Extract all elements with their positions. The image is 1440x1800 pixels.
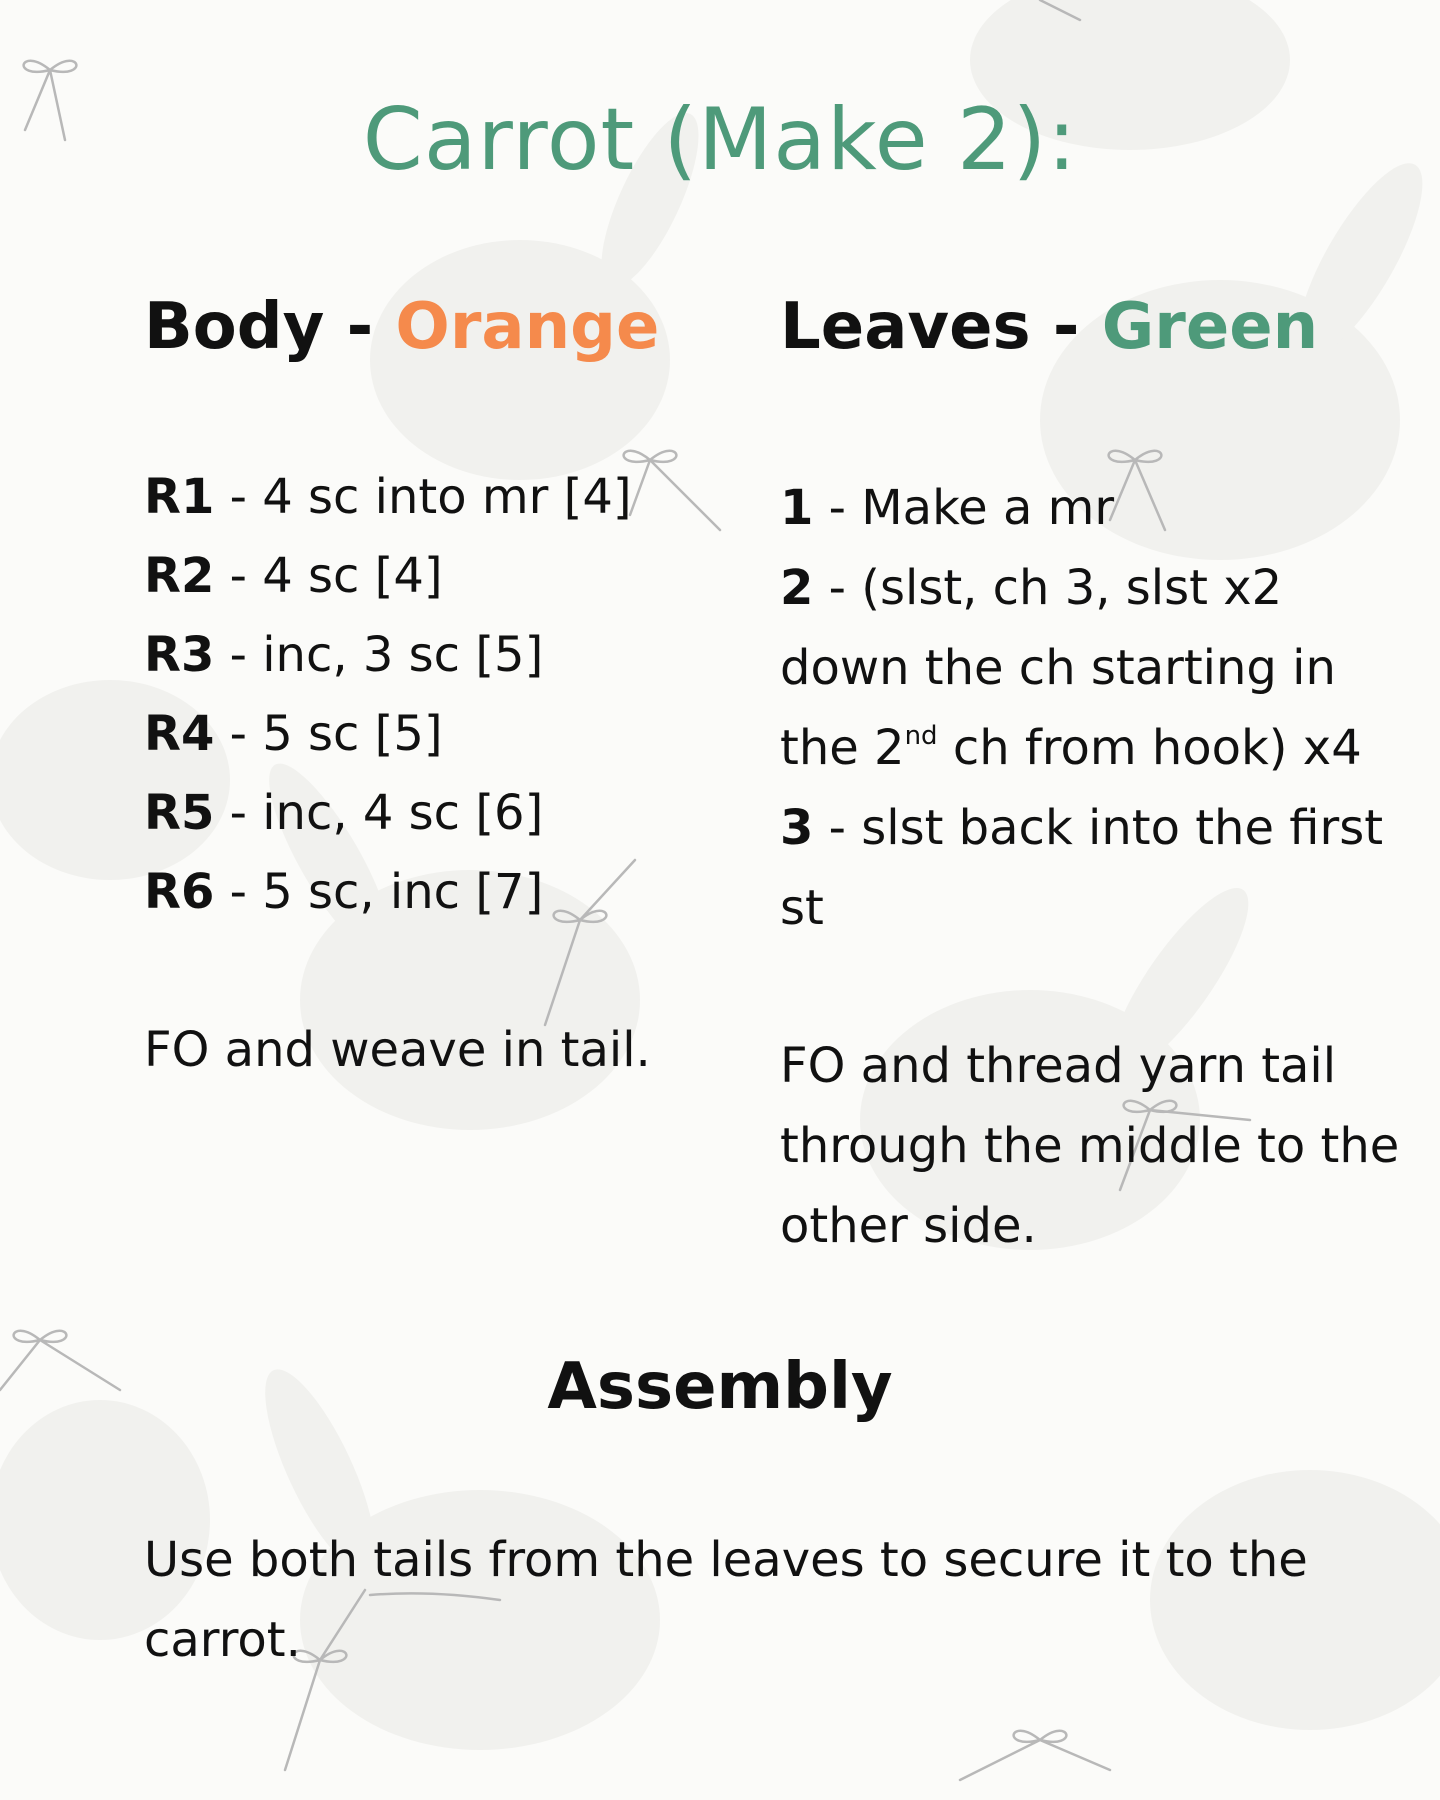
list-item — [144, 857, 632, 936]
assembly-heading: Assembly — [547, 1350, 893, 1424]
leaves-color-word: Green — [1101, 290, 1319, 364]
assembly-text: Use both tails from the leaves to secure it to the carrot. — [144, 1532, 1308, 1668]
row-label: R3 — [144, 627, 215, 683]
row-text: - 4 sc [4] — [214, 548, 443, 604]
step-superscript: nd — [904, 721, 938, 751]
body-heading-label: Body - — [144, 290, 396, 364]
row-text: - 5 sc [5] — [214, 706, 443, 762]
row-text: - 4 sc into mr [4] — [214, 469, 632, 525]
step-text: - (slst, ch 3, slst x2 down the ch starting in the 2 — [780, 560, 1336, 776]
leaves-heading — [780, 290, 1318, 364]
body-heading — [144, 290, 659, 364]
leaves-heading-label: Leaves - — [780, 290, 1102, 364]
row-text: - 5 sc, inc [7] — [214, 864, 544, 920]
list-item — [144, 778, 632, 857]
step-1 — [780, 468, 1420, 548]
row-label: R2 — [144, 548, 215, 604]
row-label: R6 — [144, 864, 215, 920]
step-3 — [780, 788, 1420, 948]
list-item — [144, 462, 632, 541]
step-text: ch from hook) x4 — [937, 720, 1362, 776]
body-finish-text: FO and weave in tail. — [144, 1022, 651, 1078]
step-text: - Make a mr — [813, 480, 1115, 536]
row-text: - inc, 3 sc [5] — [214, 627, 544, 683]
leaves-steps — [780, 468, 1420, 948]
step-2 — [780, 548, 1420, 788]
step-label: 1 — [780, 480, 814, 536]
page-title: Carrot (Make 2): — [362, 90, 1078, 190]
row-text: - inc, 4 sc [6] — [214, 785, 544, 841]
row-label: R1 — [144, 469, 215, 525]
body-color-word: Orange — [395, 290, 660, 364]
leaves-finish-text: FO and thread yarn tail through the middle to the other side. — [780, 1038, 1400, 1254]
body-rows — [144, 462, 632, 936]
step-label: 2 — [780, 560, 814, 616]
step-label: 3 — [780, 800, 814, 856]
list-item — [144, 620, 632, 699]
step-text: - slst back into the first st — [780, 800, 1384, 936]
row-label: R5 — [144, 785, 215, 841]
row-label: R4 — [144, 706, 215, 762]
list-item — [144, 541, 632, 620]
list-item — [144, 699, 632, 778]
